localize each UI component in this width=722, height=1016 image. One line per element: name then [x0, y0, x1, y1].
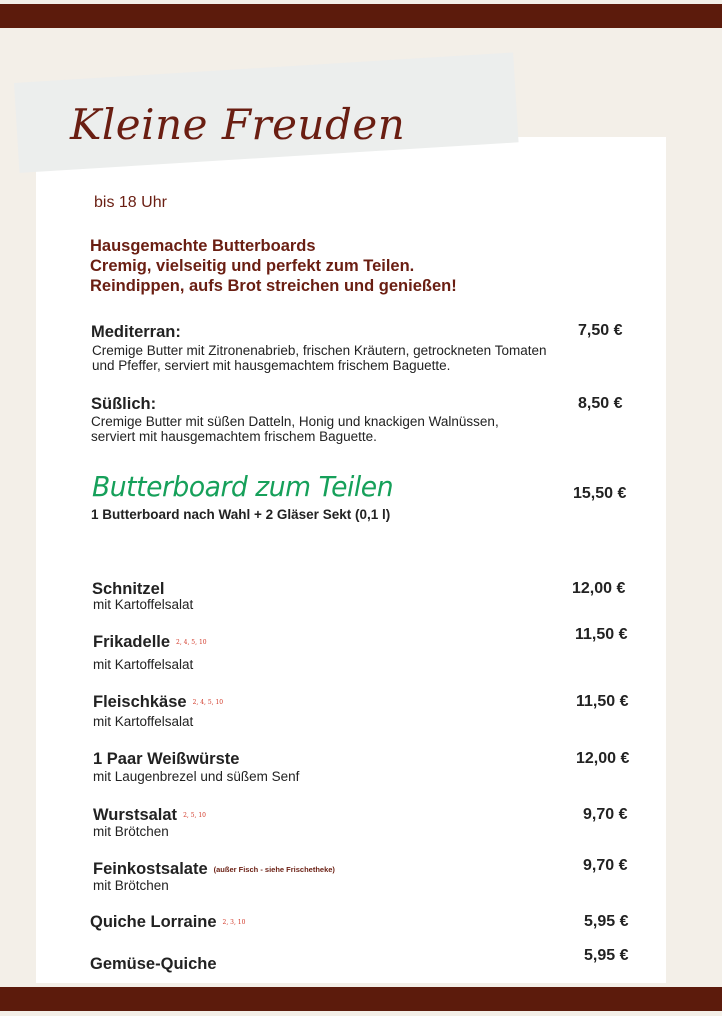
item-desc: mit Kartoffelsalat — [93, 657, 194, 672]
share-title: Butterboard zum Teilen — [92, 470, 394, 503]
item-name: Gemüse-Quiche — [90, 955, 217, 973]
item-name-text: Frikadelle — [93, 633, 171, 651]
allergen-codes: 2, 4, 5, 10 — [192, 699, 224, 707]
desc-line: Cremige Butter mit Zitronenabrieb, frischen Kräutern, getrockneten Tomaten — [92, 343, 547, 358]
item-name: Schnitzel — [92, 580, 165, 598]
item-desc-suesslich — [91, 414, 499, 444]
item-desc: mit Brötchen — [93, 824, 169, 839]
item-price: 9,70 € — [583, 806, 628, 823]
item-desc-mediterran — [92, 343, 546, 373]
item-price: 11,50 € — [575, 626, 628, 643]
item-name-text: Quiche Lorraine — [90, 913, 217, 931]
intro-line: Hausgemachte Butterboards — [90, 237, 316, 255]
item-name: 1 Paar Weißwürste — [93, 750, 240, 768]
item-price: 12,00 € — [572, 580, 626, 597]
item-note: (außer Fisch - siehe Frischetheke) — [213, 865, 335, 875]
item-name-suesslich: Süßlich: — [91, 395, 157, 413]
item-name — [93, 806, 206, 825]
allergen-codes: 2, 5, 10 — [183, 812, 206, 820]
item-name — [93, 860, 335, 879]
menu-subtitle: bis 18 Uhr — [94, 194, 167, 211]
item-name-text: Feinkostsalate — [93, 860, 208, 878]
menu-title: Kleine Freuden — [70, 100, 406, 149]
item-price: 9,70 € — [583, 857, 628, 874]
item-desc: mit Kartoffelsalat — [93, 597, 194, 612]
item-price: 5,95 € — [584, 947, 629, 964]
item-desc: mit Kartoffelsalat — [93, 714, 194, 729]
item-price-suesslich: 8,50 € — [578, 395, 623, 412]
bottom-band — [0, 987, 722, 1011]
item-name-text: Wurstsalat — [93, 806, 178, 824]
intro-line: Reindippen, aufs Brot streichen und genießen! — [90, 277, 457, 295]
item-name — [93, 693, 223, 712]
share-price: 15,50 € — [573, 485, 627, 502]
allergen-codes: 2, 4, 5, 10 — [176, 639, 207, 647]
item-name-mediterran: Mediterran: — [91, 323, 181, 341]
item-name-text: Fleischkäse — [93, 693, 187, 711]
allergen-codes: 2, 3, 10 — [222, 919, 246, 927]
share-desc: 1 Butterboard nach Wahl + 2 Gläser Sekt (0,1 l) — [91, 507, 391, 522]
item-price-mediterran: 7,50 € — [578, 322, 623, 339]
top-band — [0, 4, 722, 28]
item-price: 12,00 € — [576, 750, 630, 767]
item-name — [93, 633, 207, 652]
desc-line: serviert mit hausgemachtem frischem Baguette. — [91, 429, 377, 444]
item-desc: mit Brötchen — [93, 878, 169, 893]
desc-line: und Pfeffer, serviert mit hausgemachtem frischem Baguette. — [92, 358, 451, 373]
desc-line: Cremige Butter mit süßen Datteln, Honig und knackigen Walnüssen, — [91, 414, 499, 429]
item-name — [90, 913, 245, 932]
butterboard-intro — [90, 236, 457, 296]
item-price: 11,50 € — [576, 693, 629, 710]
item-price: 5,95 € — [584, 913, 629, 930]
intro-line: Cremig, vielseitig und perfekt zum Teilen. — [90, 257, 415, 275]
item-desc: mit Laugenbrezel und süßem Senf — [93, 769, 300, 784]
